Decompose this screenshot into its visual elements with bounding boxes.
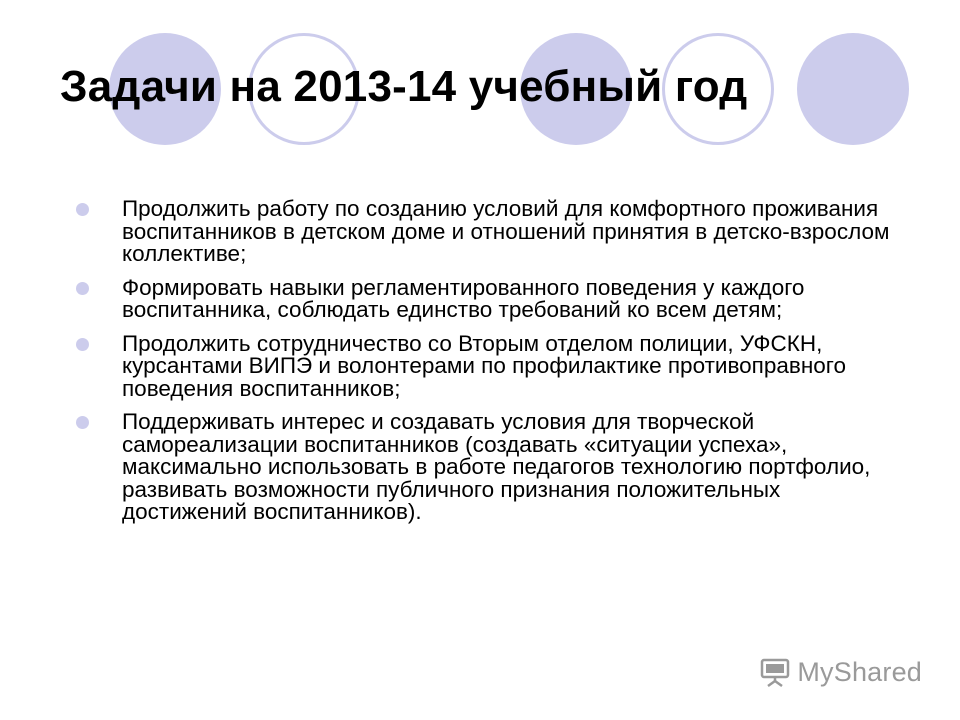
bullet-text: Поддерживать интерес и создавать условия для творческой самореализации воспитанников (создавать «ситуации успеха», максимально использовать в работе педагогов технологию портфолио, развивать возможности публичного признания положительных достижений воспитанников).: [122, 409, 871, 524]
bullet-text: Продолжить сотрудничество со Вторым отделом полиции, УФСКН, курсантами ВИПЭ и волонтерами по профилактике противоправного поведения воспитанников;: [122, 330, 847, 401]
bullet-item: [0, 411, 960, 524]
bullet-item: [0, 274, 960, 322]
bullet-item: [0, 198, 960, 266]
bullet-dot-icon: [76, 282, 89, 295]
myshared-watermark: [759, 656, 922, 688]
bullet-dot-icon: [76, 416, 89, 429]
watermark-text: MyShared: [797, 656, 922, 687]
bullet-list: [0, 198, 960, 535]
bullet-text: Формировать навыки регламентированного поведения у каждого воспитанника, соблюдать единство требований ко всем детям;: [122, 274, 805, 322]
bullet-item: [0, 330, 960, 401]
bullet-text: Продолжить работу по созданию условий для комфортного проживания воспитанников в детском доме и отношений принятия в детско-взрослом коллективе;: [122, 196, 890, 266]
presentation-board-icon: [759, 656, 791, 688]
decorative-circle-5: [797, 33, 909, 145]
bullet-dot-icon: [76, 338, 89, 351]
bullet-dot-icon: [76, 203, 89, 216]
slide-title: Задачи на 2013-14 учебный год: [60, 62, 748, 111]
